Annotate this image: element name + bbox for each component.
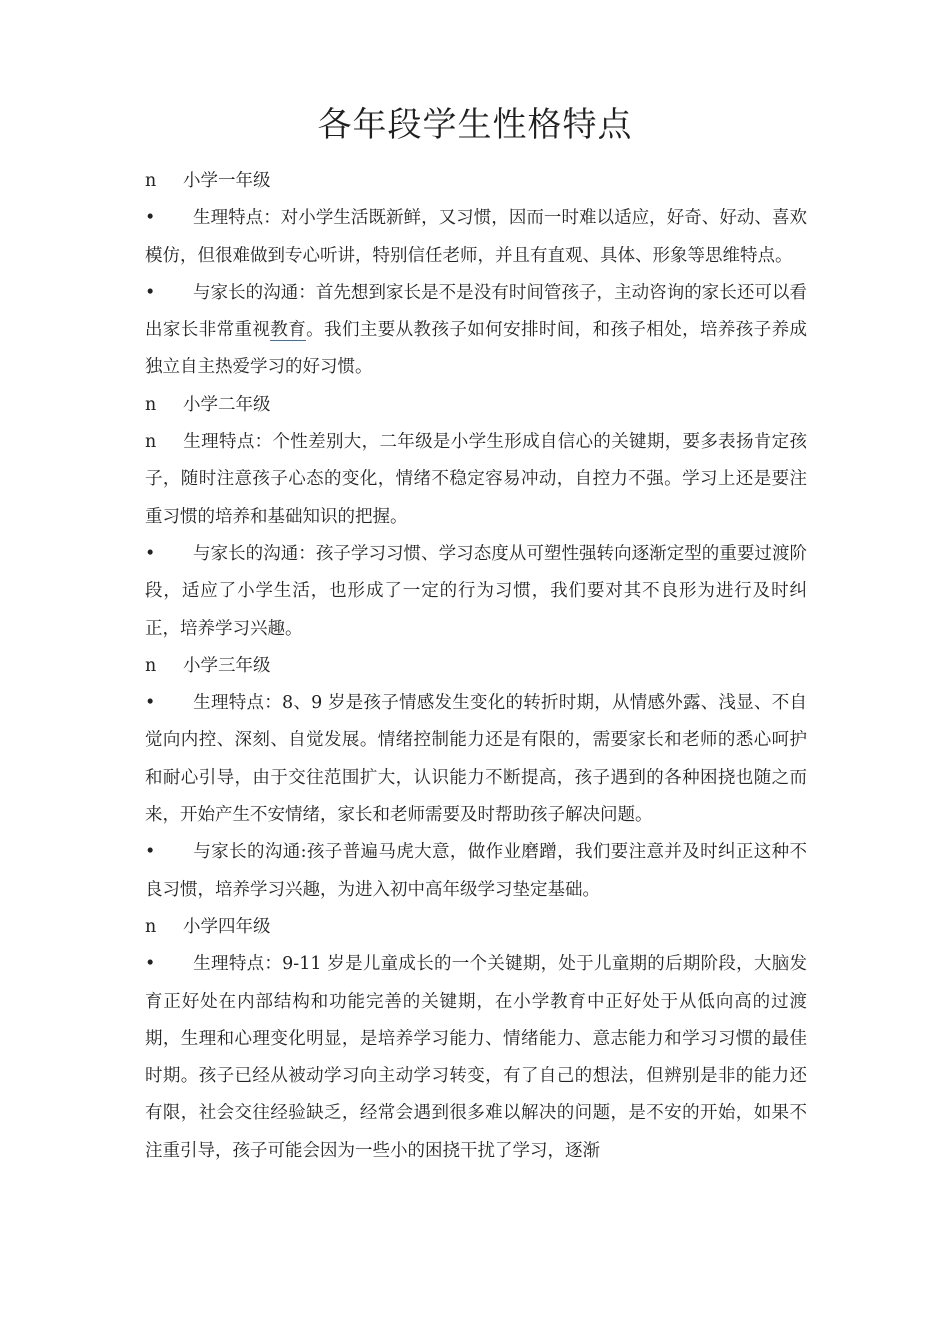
heading-marker: n <box>145 916 157 937</box>
bullet-paragraph <box>145 275 807 387</box>
heading-text: 小学三年级 <box>183 655 271 676</box>
bullet-marker: • <box>145 842 156 863</box>
bullet-marker: • <box>145 954 156 975</box>
bullet-paragraph <box>145 946 807 1170</box>
paragraph-text: 生理特点：9-11 岁是儿童成长的一个关键期，处于儿童期的后期阶段，大脑发育正好处在内部结构和功能完善的关键期，在小学教育中正好处于从低向高的过渡期，生理和心理变化明显，是培养学习能力、情绪能力、意志能力和学习习惯的最佳时期。孩子已经从被动学习向主动学习转变，有了自己的想法，但辨别是非的能力还有限，社会交往经验缺乏，经常会遇到很多难以解决的问题，是不安的开始，如果不注重引导，孩子可能会因为一些小的困挠干扰了学习，逐渐 <box>145 954 807 1161</box>
bullet-paragraph <box>145 685 807 834</box>
section-heading-grade-2 <box>145 387 807 424</box>
paragraph-text: 与家长的沟通:孩子普遍马虎大意，做作业磨蹭，我们要注意并及时纠正这种不良习惯，培养学习兴趣，为进入初中高年级学习垫定基础。 <box>145 842 807 900</box>
bullet-paragraph <box>145 834 807 909</box>
bullet-marker: • <box>145 543 156 564</box>
paragraph-text: 与家长的沟通：首先想到家长是不是没有时间管孩子，主动咨询的家长还可以看出家长非常重视 <box>145 282 807 341</box>
page-title: 各年段学生性格特点 <box>317 105 633 145</box>
heading-marker: n <box>145 655 157 676</box>
paragraph-text: 生理特点：个性差别大，二年级是小学生形成自信心的关键期，要多表扬肯定孩子，随时注意孩子心态的变化，情绪不稳定容易冲动，自控力不强。学习上还是要注重习惯的培养和基础知识的把握。 <box>145 432 807 527</box>
document-body <box>145 163 807 1170</box>
bullet-marker: • <box>145 208 156 229</box>
heading-text: 小学一年级 <box>183 171 271 191</box>
section-heading-grade-1 <box>145 163 807 200</box>
heading-marker: n <box>145 171 157 191</box>
bullet-marker: • <box>145 693 156 714</box>
bullet-paragraph <box>145 200 807 275</box>
paragraph-text: 生理特点：8、9 岁是孩子情感发生变化的转折时期，从情感外露、浅显、不自觉向内控、深刻、自觉发展。情绪控制能力还是有限的，需要家长和老师的悉心呵护和耐心引导，由于交往范围扩大，认识能力不断提高，孩子遇到的各种困挠也随之而来，开始产生不安情绪，家长和老师需要及时帮助孩子解决问题。 <box>145 693 807 826</box>
heading-marker: n <box>145 432 157 453</box>
bullet-marker: • <box>145 282 156 303</box>
heading-text: 小学四年级 <box>183 916 271 937</box>
education-link[interactable]: 教育 <box>270 320 307 341</box>
heading-marker: n <box>145 394 157 415</box>
paragraph-text: 。我们主要从教孩子如何安排时间，和孩子相处，培养孩子养成独立自主热爱学习的好习惯。 <box>145 320 808 378</box>
section-heading-grade-3 <box>145 648 807 685</box>
paragraph-text: 生理特点：对小学生活既新鲜，又习惯，因而一时难以适应，好奇、好动、喜欢模仿，但很难做到专心听讲，特别信任老师，并且有直观、具体、形象等思维特点。 <box>145 208 807 266</box>
section-heading-grade-4 <box>145 909 807 946</box>
heading-text: 小学二年级 <box>183 394 271 415</box>
heading-paragraph <box>145 424 807 536</box>
bullet-paragraph <box>145 536 807 648</box>
paragraph-text: 与家长的沟通：孩子学习习惯、学习态度从可塑性强转向逐渐定型的重要过渡阶段，适应了小学生活，也形成了一定的行为习惯，我们要对其不良形为进行及时纠正，培养学习兴趣。 <box>145 543 807 639</box>
